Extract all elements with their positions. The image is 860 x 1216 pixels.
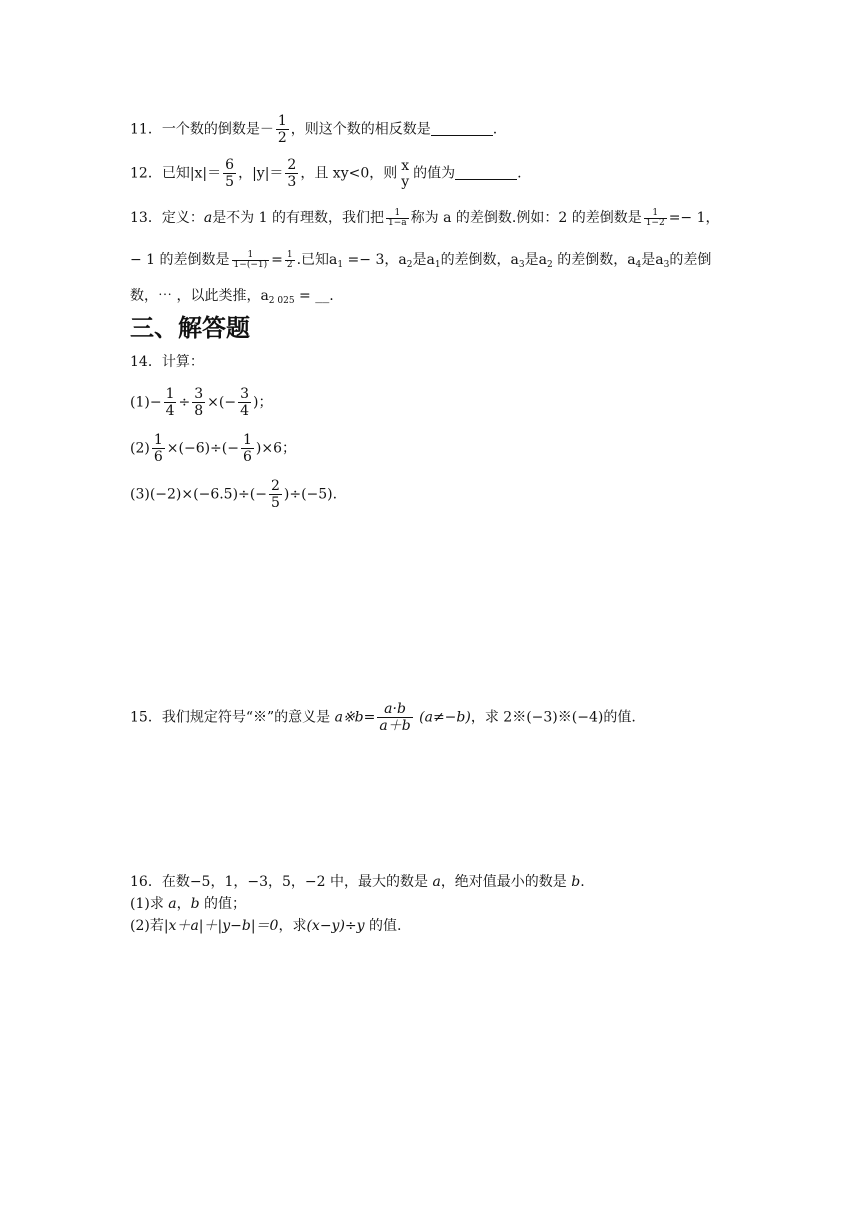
q16-line2-var-a: a (168, 896, 177, 912)
question-16-line-2 (130, 894, 246, 914)
question-14-part-3 (130, 478, 337, 511)
q13-fraction-4 (285, 251, 295, 270)
q12-f2-num: 2 (287, 157, 297, 173)
question-11 (130, 113, 497, 146)
q13-line2-a: − 1 的差倒数是 (130, 252, 230, 268)
q14-p3-f-num: 2 (270, 478, 280, 494)
q12-f3-num: x (401, 157, 410, 174)
q13-sub6: 4 (635, 260, 642, 270)
q14-p2-c: )×6； (255, 440, 297, 457)
q14-p1-a: (1)− (130, 394, 162, 411)
q12-answer-blank[interactable] (455, 167, 517, 180)
q13-line1-d: =− 1， (668, 210, 720, 226)
q13-sub8: 2 025 (268, 296, 295, 306)
q13-f4-num: 1 (286, 249, 293, 260)
q14-p1-b: ÷ (178, 394, 191, 411)
q16-line3-expr: |x＋a|＋|y−b|＝0 (163, 918, 279, 934)
q13-f3-num: 1 (232, 251, 270, 261)
question-12 (130, 157, 522, 190)
q14-p2-f1-den: 6 (153, 449, 163, 465)
q16-var-b: b (571, 874, 581, 890)
q14-p2-fraction-2 (241, 432, 254, 465)
q14-p3-fraction (269, 478, 282, 511)
q13-f1-num: 1 (386, 209, 409, 219)
q12-f1-den: 5 (225, 174, 235, 190)
q12-suffix: 的值为 (413, 165, 456, 182)
q14-p2-f2-den: 6 (242, 449, 252, 465)
question-14-part-1 (130, 386, 272, 419)
q13-f3-den: 1−(−1) (233, 259, 268, 270)
q13-f2-num: 1 (644, 209, 667, 219)
q12-mid1: ，|y|＝ (238, 165, 284, 182)
q16-line1-a: 16．在数−5，1，−3，5，−2 中，最大的数是 (130, 874, 433, 890)
question-14-title: 14．计算： (130, 354, 204, 370)
q12-f2-den: 3 (287, 174, 297, 190)
q14-p1-fraction-2 (192, 386, 205, 419)
q15-fraction (377, 701, 412, 734)
question-16-line-3 (130, 916, 401, 936)
q11-frac-den: 2 (277, 130, 287, 146)
q13-line2-f: 的差倒数，a (440, 252, 519, 268)
q14-p2-b: ×(−6)÷(− (166, 440, 239, 457)
q14-p3-f-den: 5 (270, 495, 280, 511)
question-15 (130, 701, 636, 734)
q11-frac-num: 1 (277, 113, 287, 129)
q12-prefix: 12．已知|x|＝ (130, 165, 222, 182)
q13-var-a: a (203, 210, 213, 226)
q16-line3-b: ，求 (278, 918, 307, 934)
q11-fraction (276, 113, 289, 146)
q15-f-num: a·b (377, 701, 412, 718)
q11-answer-blank[interactable] (431, 123, 493, 136)
q12-f3-den: y (401, 173, 410, 190)
q13-line3-b: = __. (294, 288, 334, 304)
question-13-line-3 (130, 286, 334, 311)
q13-line1-c: 称为 a 的差倒数.例如：2 的差倒数是 (410, 210, 642, 226)
q11-suffix: ，则这个数的相反数是 (290, 121, 431, 138)
q14-p3-a: (3)(−2)×(−6.5)÷(− (130, 486, 267, 503)
q12-mid2: ，且 xy<0，则 (300, 165, 398, 182)
q13-fraction-2 (644, 209, 667, 228)
q11-end: . (492, 121, 498, 138)
q16-var-a: a (432, 874, 441, 890)
q15-eq: = (363, 709, 376, 726)
section-3-heading: 三、解答题 (130, 314, 250, 342)
q13-f2-den: 1−2 (645, 217, 665, 228)
q14-p1-f2-den: 8 (194, 403, 204, 419)
q14-p2-f1-num: 1 (153, 432, 163, 448)
q15-b: ，求 2※(−3)※(−4)的值. (470, 709, 636, 726)
q16-line1-b: ，绝对值最小的数是 (440, 874, 572, 890)
q13-f4-den: 2 (286, 259, 293, 270)
q16-line1-c: . (580, 874, 585, 890)
q12-fraction-1 (223, 157, 236, 190)
q15-cond: (a≠−b) (419, 709, 471, 726)
q13-sub2: 2 (406, 260, 413, 270)
q14-p2-fraction-1 (152, 432, 165, 465)
q14-p1-f3-den: 4 (240, 403, 249, 419)
q14-p3-b: )÷(−5). (283, 486, 338, 503)
q16-line3-expr2: (x−y)÷y (306, 918, 365, 934)
q16-line3-c: 的值. (364, 918, 402, 934)
question-13-line-2 (130, 250, 711, 275)
q13-sub3: 1 (434, 260, 441, 270)
q13-line2-i: 是a (641, 252, 664, 268)
q14-p1-d: )； (253, 394, 273, 411)
q13-line3-a: 数，⋯ ，以此类推，a (130, 288, 269, 304)
q13-sub7: 3 (663, 260, 670, 270)
q16-line2-var-b: b (190, 896, 200, 912)
q14-p1-c: ×(− (207, 394, 237, 411)
q16-line2-a: (1)求 (130, 896, 169, 912)
q14-p2-f2-num: 1 (242, 432, 252, 448)
q13-fraction-3 (232, 251, 270, 270)
q16-line2-c: 的值； (199, 896, 247, 912)
q14-p2-a: (2) (130, 440, 150, 457)
q12-fraction-2 (285, 157, 298, 190)
q13-line1-b: 是不为 1 的有理数，我们把 (212, 210, 384, 226)
q12-fraction-3 (399, 158, 411, 190)
q15-a: 15．我们规定符号“※”的意义是 (130, 709, 335, 726)
q13-line1-a: 13．定义： (130, 210, 204, 226)
q13-sub1: 1 (337, 260, 344, 270)
q13-line2-b: = (271, 252, 283, 268)
q13-line2-c: .已知a (296, 252, 338, 268)
q14-p1-f1-num: 1 (165, 386, 175, 402)
q14-p1-fraction-1 (164, 386, 177, 419)
q13-line2-e: 是a (412, 252, 435, 268)
q14-p1-f1-den: 4 (165, 403, 175, 419)
q13-line2-j: 的差倒 (669, 252, 712, 268)
q12-f1-num: 6 (225, 157, 235, 173)
q13-f1-den: 1−a (388, 217, 407, 228)
q11-prefix: 11．一个数的倒数是－ (130, 121, 274, 138)
question-13-line-1 (130, 208, 720, 228)
q13-line2-g: 是a (524, 252, 548, 268)
q15-expr: a※b (334, 709, 364, 726)
q13-fraction-1 (386, 209, 409, 228)
q12-end: . (517, 165, 522, 182)
q14-p1-f2-num: 3 (194, 386, 204, 402)
q14-p1-fraction-3 (238, 386, 251, 419)
question-14-part-2 (130, 432, 296, 465)
q13-line2-d: =− 3，a (343, 252, 407, 268)
q13-line2-h: 的差倒数，a (552, 252, 636, 268)
q13-sub5: 2 (547, 260, 553, 270)
q14-p1-f3-num: 3 (240, 386, 249, 402)
q16-line2-b: ， (176, 896, 191, 912)
q13-sub4: 3 (518, 260, 525, 270)
question-16-line-1 (130, 872, 585, 892)
q16-line3-a: (2)若 (130, 918, 164, 934)
q15-f-den: a＋b (379, 718, 411, 734)
